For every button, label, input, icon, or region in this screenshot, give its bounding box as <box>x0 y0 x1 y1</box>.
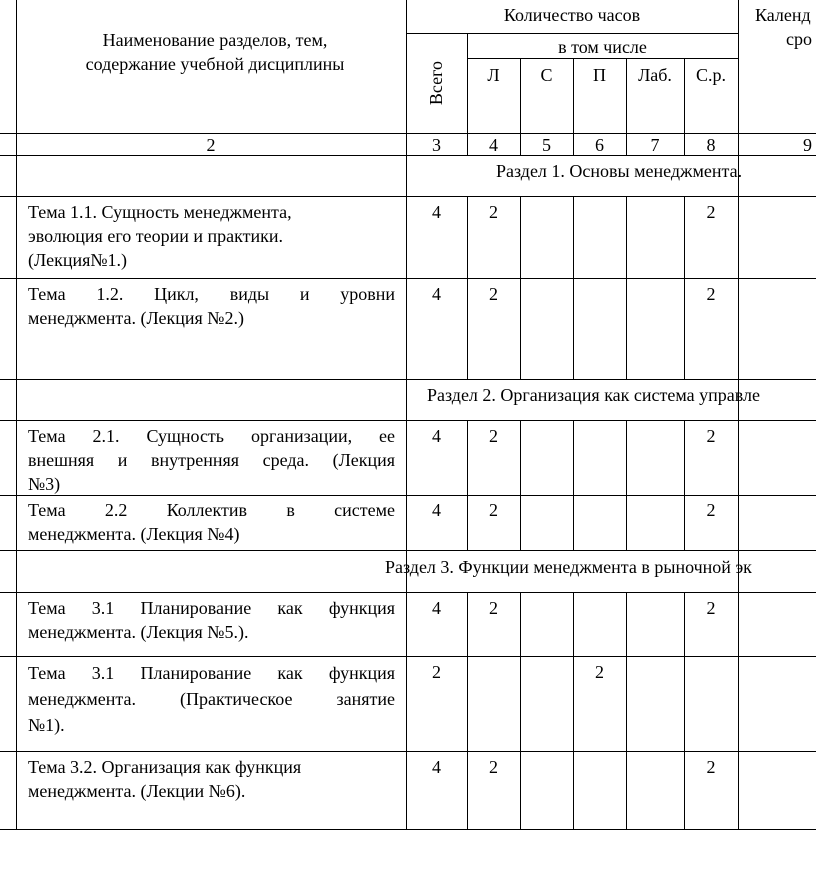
cell-total: 4 <box>432 500 441 520</box>
topic-text: Тема 1.1. Сущность менеджмента, эволюция его теории и практики. (Лекция№1.) <box>28 202 292 270</box>
topic-text: Тема 2.1. Сущность организации, ее внешняя и внутренняя среда. (Лекция №3) <box>28 426 395 494</box>
cell-l: 2 <box>489 284 498 304</box>
header-col-lab: Лаб. <box>638 65 672 85</box>
cell-sr: 2 <box>706 426 716 446</box>
cell-sr: 2 <box>706 500 716 520</box>
col-number: 4 <box>489 135 498 155</box>
cell-p: 2 <box>595 662 604 682</box>
header-calendar-line-1: Календ <box>755 5 811 25</box>
section-title: Раздел 1. Основы менеджмента. <box>496 161 743 181</box>
header-col-l: Л <box>487 65 500 85</box>
col-number: 3 <box>432 135 441 155</box>
cell-sr: 2 <box>706 757 716 777</box>
header-including: в том числе <box>558 37 647 57</box>
cell-total: 4 <box>432 202 441 222</box>
topic-text: Тема 2.2 Коллектив в системе менеджмента. (Лекция №4) <box>28 500 395 544</box>
col-number: 5 <box>542 135 551 155</box>
cell-l: 2 <box>489 202 498 222</box>
col-number: 7 <box>650 135 660 155</box>
col-number: 6 <box>595 135 604 155</box>
cell-total: 4 <box>432 284 441 304</box>
header-calendar-line-2: сро <box>786 29 812 49</box>
cell-l: 2 <box>489 757 498 777</box>
topic-text: Тема 3.1 Планирование как функция менеджмента. (Лекция №5.). <box>28 598 395 642</box>
cell-sr: 2 <box>706 284 716 304</box>
col-number: 2 <box>206 135 216 155</box>
cell-l: 2 <box>489 426 498 446</box>
header-col-sr: С.р. <box>695 65 726 85</box>
header-total: Всего <box>426 60 446 106</box>
cell-total: 4 <box>432 757 441 777</box>
topic-text: Тема 3.1 Планирование как функция менеджмента. (Практическое занятие №1). <box>28 663 395 735</box>
cell-sr: 2 <box>706 598 716 618</box>
col-number: 9 <box>803 135 812 155</box>
header-name-line-1: Наименование разделов, тем, <box>102 30 328 50</box>
header-name-line-2: содержание учебной дисциплины <box>85 54 345 74</box>
cell-total: 4 <box>432 426 441 446</box>
header-hours-title: Количество часов <box>503 5 641 25</box>
cell-total: 2 <box>432 662 441 682</box>
topic-text: Тема 3.2. Организация как функция менеджмента. (Лекции №6). <box>28 757 302 801</box>
topic-text: Тема 1.2. Цикл, виды и уровни менеджмента. (Лекция №2.) <box>28 284 395 328</box>
cell-sr: 2 <box>706 202 716 222</box>
header-col-p: П <box>593 65 606 85</box>
col-number: 8 <box>706 135 716 155</box>
cell-total: 4 <box>432 598 441 618</box>
header-col-s: С <box>540 65 553 85</box>
section-title: Раздел 3. Функции менеджмента в рыночной эк <box>385 557 752 577</box>
cell-l: 2 <box>489 598 498 618</box>
section-title: Раздел 2. Организация как система управле <box>427 385 760 405</box>
cell-l: 2 <box>489 500 498 520</box>
